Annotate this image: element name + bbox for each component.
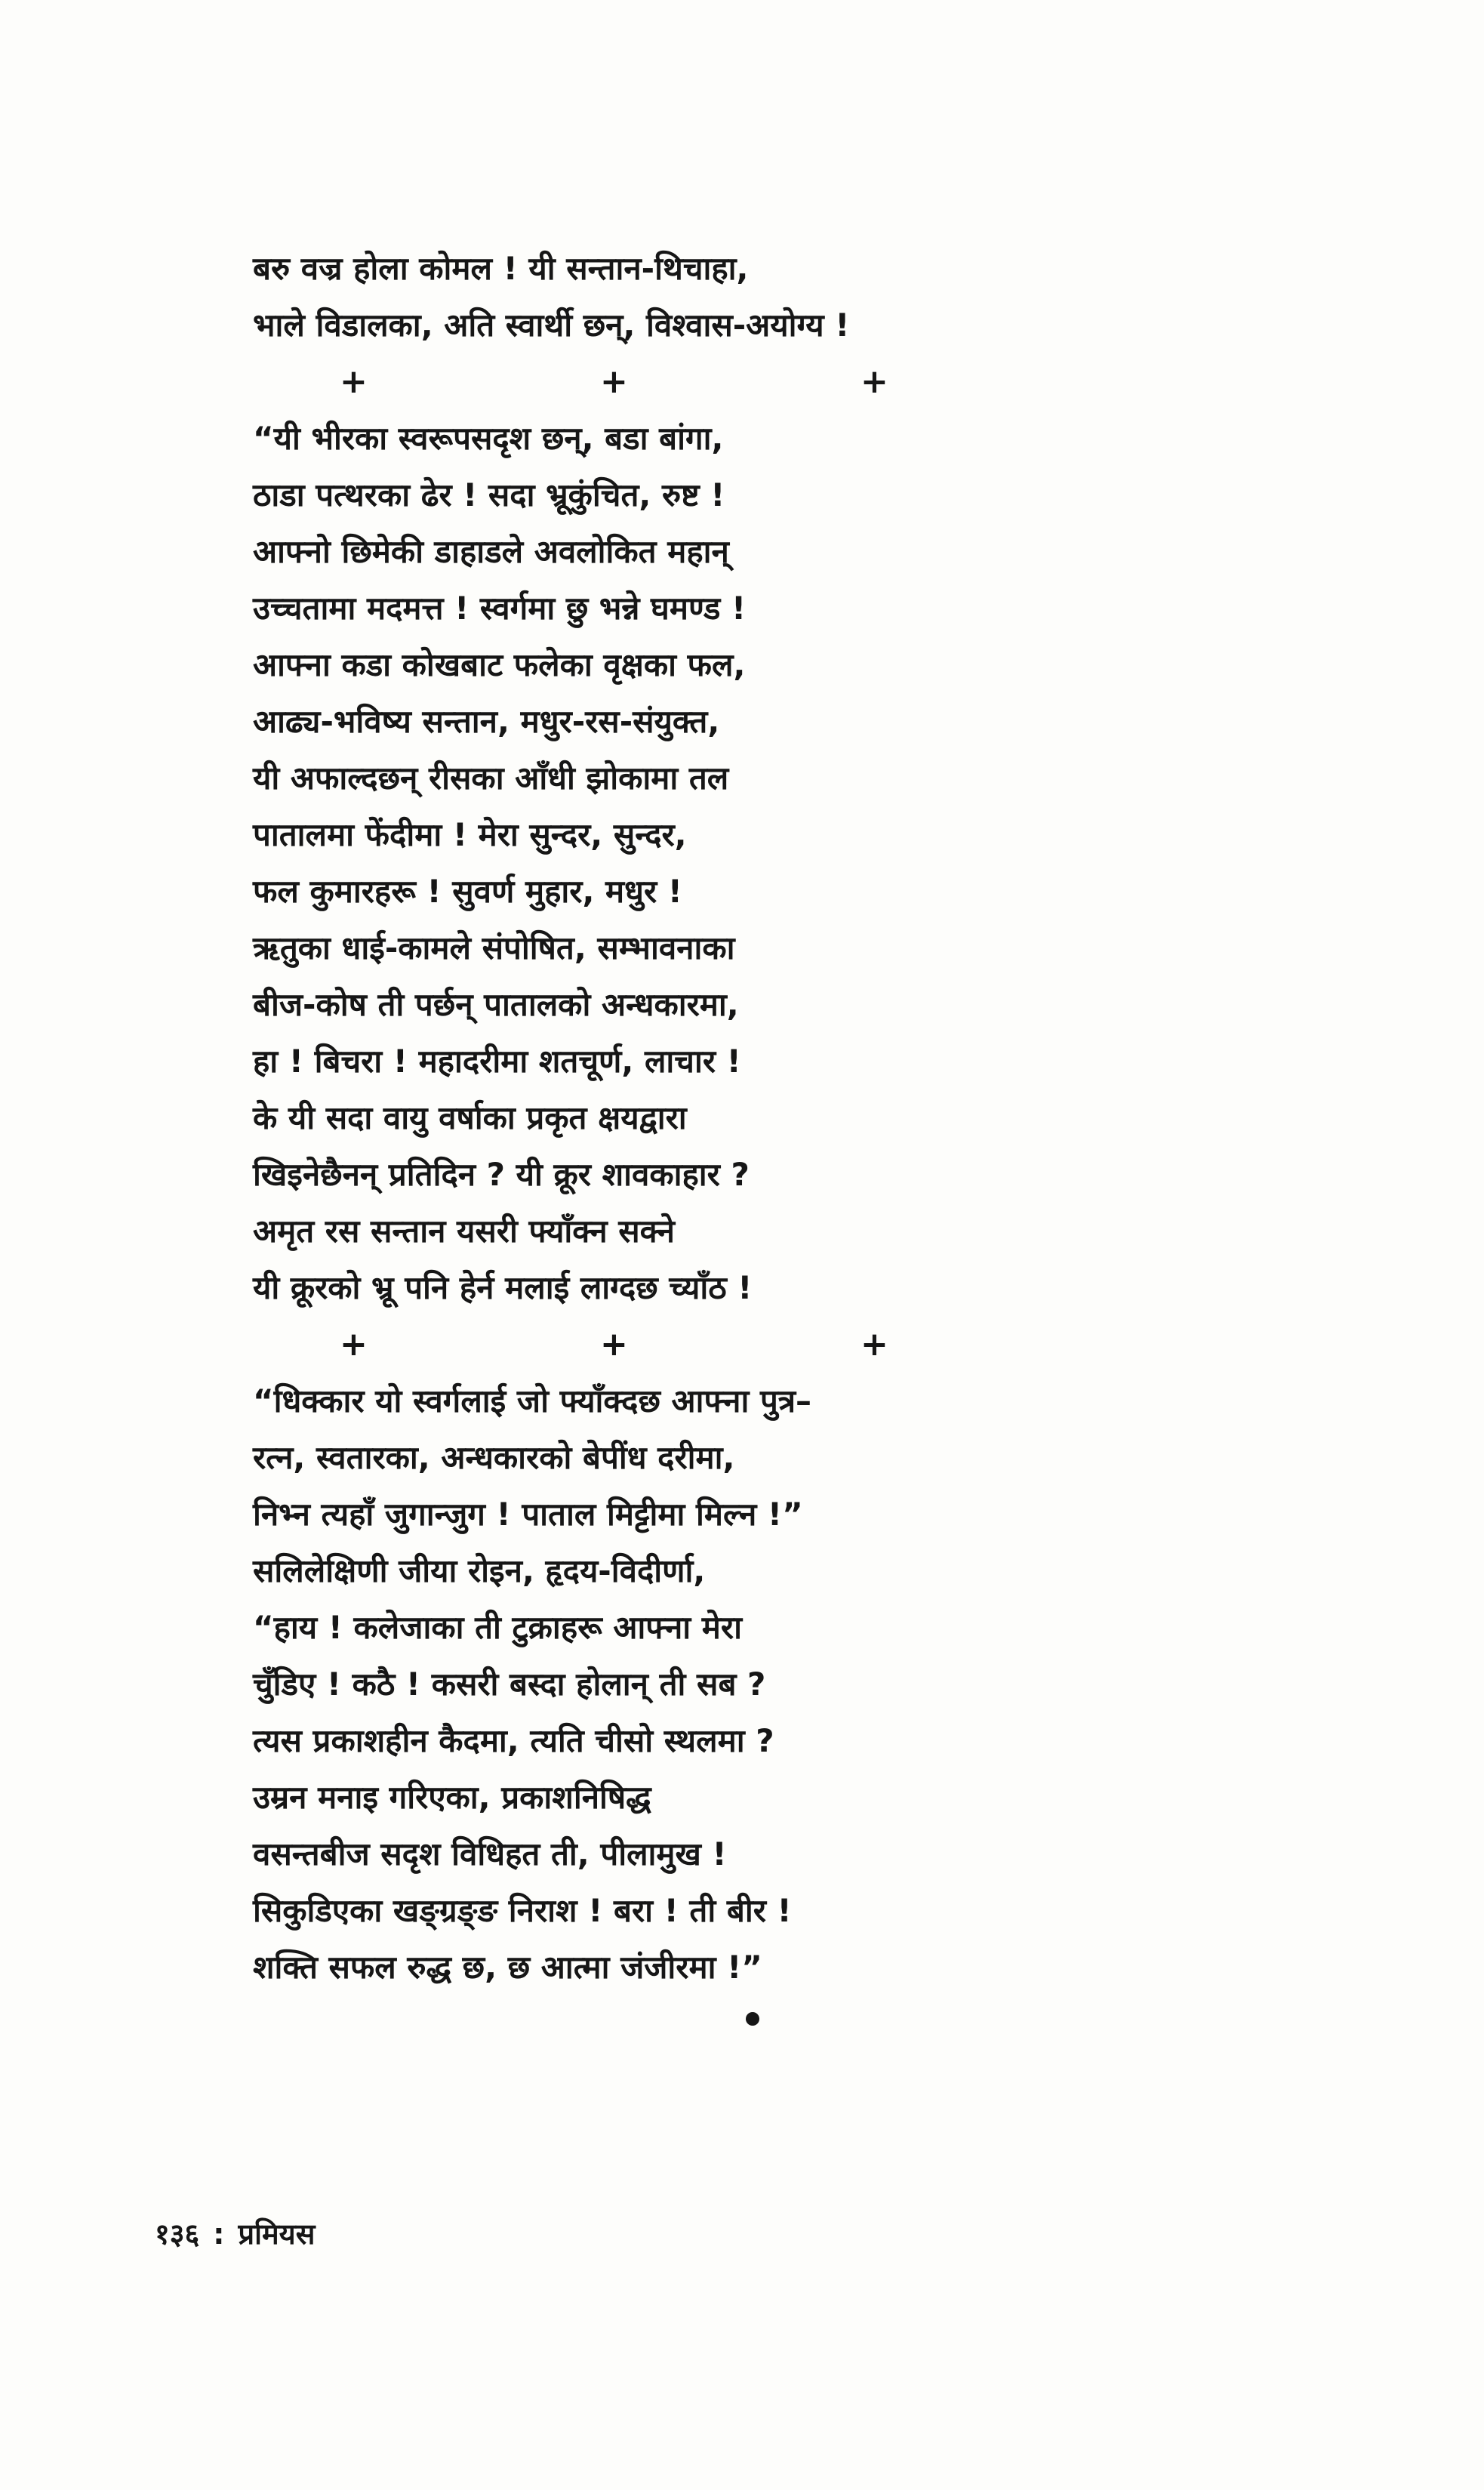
poem-line: निभ्न त्यहाँ जुगान्जुग ! पाताल मिट्टीमा मिल्न !” bbox=[253, 1496, 803, 1533]
page-number: १३६ bbox=[155, 2217, 200, 2251]
page-footer bbox=[155, 2214, 315, 2253]
poem-line: “हाय ! कलेजाका ती टुक्राहरू आफ्ना मेरा bbox=[253, 1609, 742, 1646]
poem-line: यी क्रूरको भ्रू पनि हेर्न मलाई लाग्दछ च्याँठ ! bbox=[253, 1269, 753, 1306]
poem-line: ऋतुका धाई-कामले संपोषित, सम्भावनाका bbox=[253, 929, 735, 966]
separator-plus: + bbox=[340, 1325, 368, 1364]
poem-line: खिइनेछैनन् प्रतिदिन ? यी क्रूर शावकाहार ? bbox=[253, 1156, 750, 1193]
poem-line: रत्न, स्वतारका, अन्धकारको बेपींध दरीमा, bbox=[253, 1439, 735, 1476]
poem-line: सलिलेक्षिणी जीया रोइन, हृदय-विदीर्णा, bbox=[253, 1552, 706, 1589]
poem-line: ठाडा पत्थरका ढेर ! सदा भ्रूकुंचित, रुष्ट ! bbox=[253, 476, 725, 513]
footer-separator: : bbox=[213, 2217, 225, 2251]
poem-line: शक्ति सफल रुद्ध छ, छ आत्मा जंजीरमा !” bbox=[253, 1949, 762, 1986]
poem-line: सिकुडिएका खङ्ग्रङ्ङ निराश ! बरा ! ती बीर ! bbox=[253, 1892, 792, 1929]
poem-line: “धिक्कार यो स्वर्गलाई जो फ्याँक्दछ आफ्ना पुत्र– bbox=[253, 1382, 812, 1419]
stanza-separator bbox=[253, 1316, 1008, 1373]
separator-plus: + bbox=[600, 362, 628, 401]
separator-plus: + bbox=[861, 1325, 888, 1364]
poem-line: के यी सदा वायु वर्षाका प्रकृत क्षयद्वारा bbox=[253, 1099, 687, 1136]
poem-line: बरु वज्र होला कोमल ! यी सन्तान-थिचाहा, bbox=[253, 250, 749, 287]
poem-line: “यी भीरका स्वरूपसदृश छन्, बडा बांगा, bbox=[253, 420, 724, 457]
poem-line: त्यस प्रकाशहीन कैदमा, त्यति चीसो स्थलमा ? bbox=[253, 1722, 774, 1759]
poem-line: आफ्नो छिमेकी डाहाडले अवलोकित महान् bbox=[253, 533, 729, 570]
poem-line: भाले विडालका, अति स्वार्थी छन्, विश्वास-अयोग्य ! bbox=[253, 307, 850, 344]
poem-line: बीज-कोष ती पर्छन् पातालको अन्धकारमा, bbox=[253, 986, 739, 1023]
poem-body bbox=[253, 240, 1008, 1995]
poem-line: हा ! बिचरा ! महादरीमा शतचूर्ण, लाचार ! bbox=[253, 1043, 741, 1080]
separator-plus: + bbox=[861, 362, 888, 401]
stanza-separator bbox=[253, 353, 1008, 410]
poem-line: वसन्तबीज सदृश विधिहत ती, पीलामुख ! bbox=[253, 1835, 727, 1872]
poem-line: चुँडिए ! कठै ! कसरी बस्दा होलान् ती सब ? bbox=[253, 1666, 766, 1703]
poem-line: अमृत रस सन्तान यसरी फ्याँक्न सक्ने bbox=[253, 1213, 675, 1250]
poem-line: यी अफाल्दछन् रीसका आँधी झोकामा तल bbox=[253, 760, 729, 797]
separator-plus: + bbox=[340, 362, 368, 401]
poem-line: आढ्य-भविष्य सन्तान, मधुर-रस-संयुक्त, bbox=[253, 703, 720, 740]
book-title: प्रमियस bbox=[238, 2217, 316, 2251]
poem-line: आफ्ना कडा कोखबाट फलेका वृक्षका फल, bbox=[253, 646, 746, 683]
poem-line: पातालमा फेंदीमा ! मेरा सुन्दर, सुन्दर, bbox=[253, 816, 687, 853]
poem-line: उम्रन मनाइ गरिएका, प्रकाशनिषिद्ध bbox=[253, 1779, 651, 1816]
separator-plus: + bbox=[600, 1325, 628, 1364]
poem-line: उच्चतामा मदमत्त ! स्वर्गमा छु भन्ने घमण्ड ! bbox=[253, 590, 747, 627]
section-end-dot bbox=[746, 2012, 759, 2026]
poem-line: फल कुमारहरू ! सुवर्ण मुहार, मधुर ! bbox=[253, 873, 682, 910]
